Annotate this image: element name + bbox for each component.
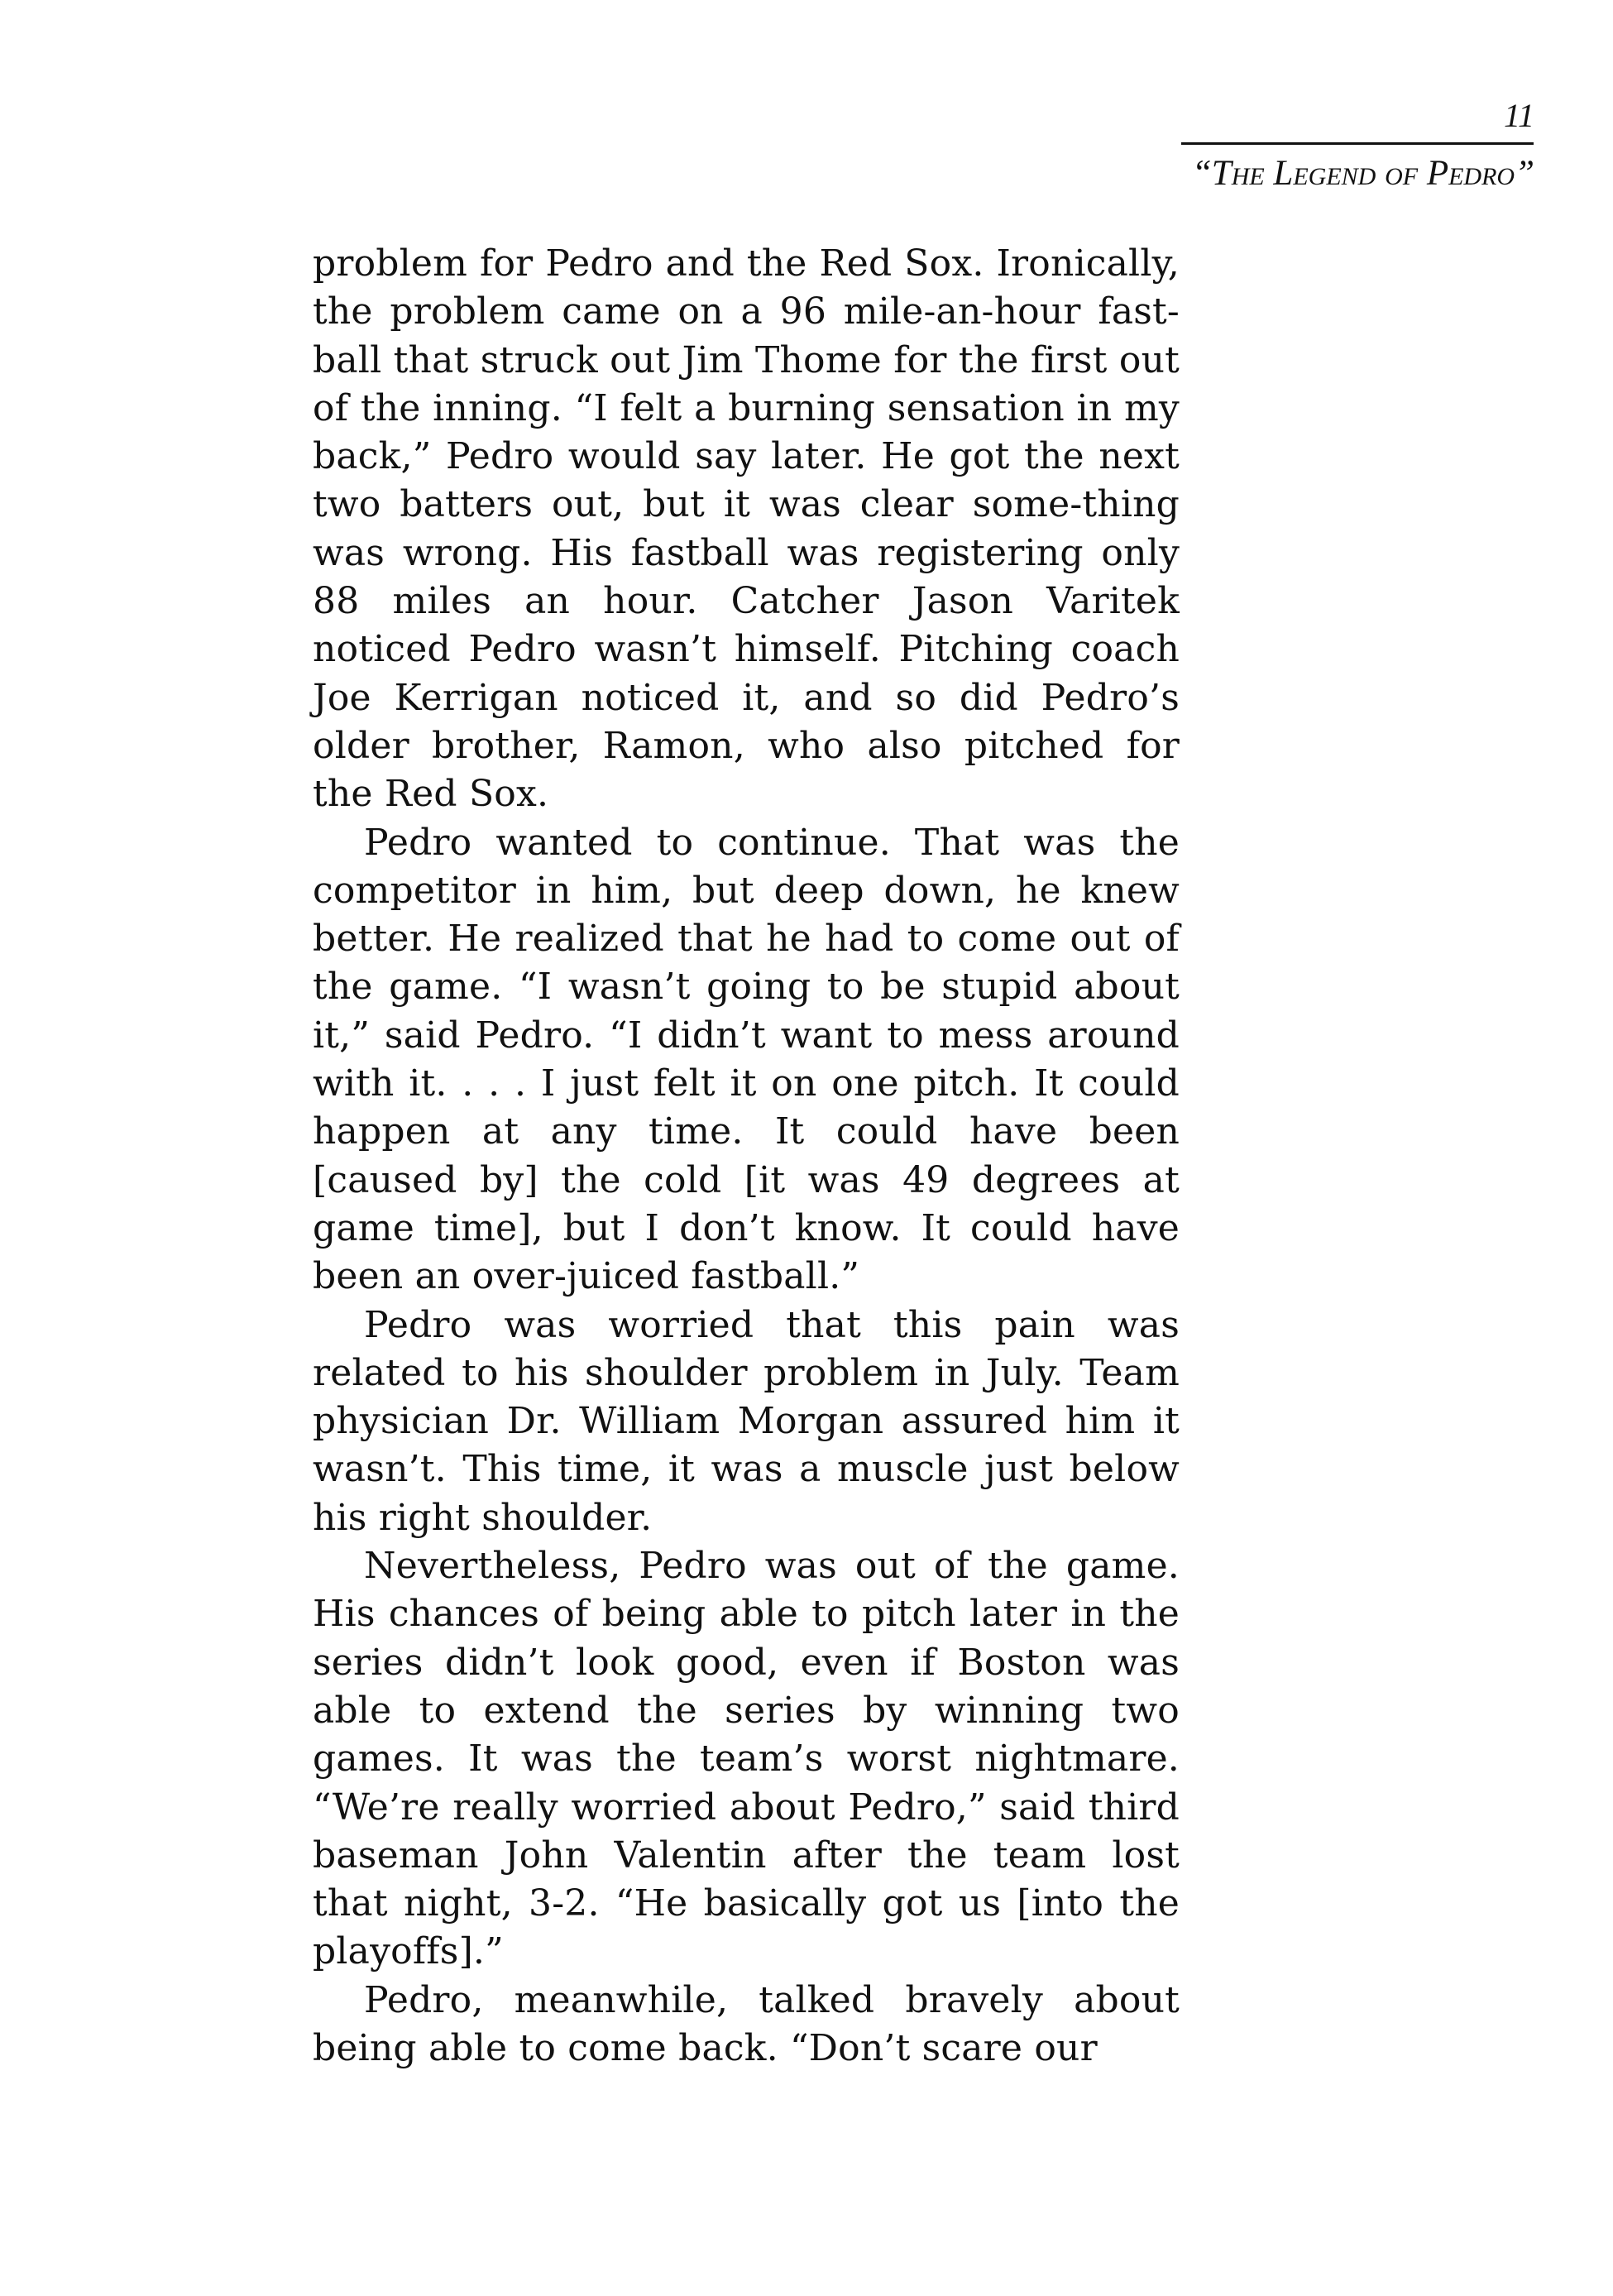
paragraph-5: Pedro, meanwhile, talked bravely about being able to come back. “Don’t scare our [313, 1978, 1180, 2069]
header-rule [1181, 142, 1534, 145]
paragraph-3: Pedro was worried that this pain was related to his shoulder problem in July. Team physician Dr. William Morgan assured him it wasn’t. This time, it was a muscle just below his right shoulder. [313, 1303, 1180, 1539]
paragraph-2: Pedro wanted to continue. That was the competitor in him, but deep down, he knew better. He realized that he had to come out of the game. “I wasn’t going to be stupid about it,” said Pedro. “I didn’t want to mess around with it. . . . I just felt it on one pitch. It could happen at any time. It could have been [caused by] the cold [it was 49 degrees at game time], but I don’t know. It could have been an over-juiced fastball.” [313, 821, 1180, 1298]
body-text [313, 240, 1180, 2073]
page-number: 11 [1503, 97, 1534, 134]
paragraph-1: problem for Pedro and the Red Sox. Ironically, the problem came on a 96 mile-an-hour fast-ball that struck out Jim Thome for the first out of the inning. “I felt a burning sensation in my back,” Pedro would say later. He got the next two batters out, but it was clear some-thing was wrong. His fastball was registering only 88 miles an hour. Catcher Jason Varitek noticed Pedro wasn’t himself. Pitching coach Joe Kerrigan noticed it, and so did Pedro’s older brother, Ramon, who also pitched for the Red Sox. [313, 242, 1180, 816]
paragraph-4: Nevertheless, Pedro was out of the game. His chances of being able to pitch later in the series didn’t look good, even if Boston was able to extend the series by winning two games. It was the team’s worst nightmare. “We’re really worried about Pedro,” said third baseman John Valentin after the team lost that night, 3-2. “He basically got us [into the playoffs].” [313, 1545, 1180, 1973]
running-head: “The Legend of Pedro” [1191, 154, 1534, 193]
